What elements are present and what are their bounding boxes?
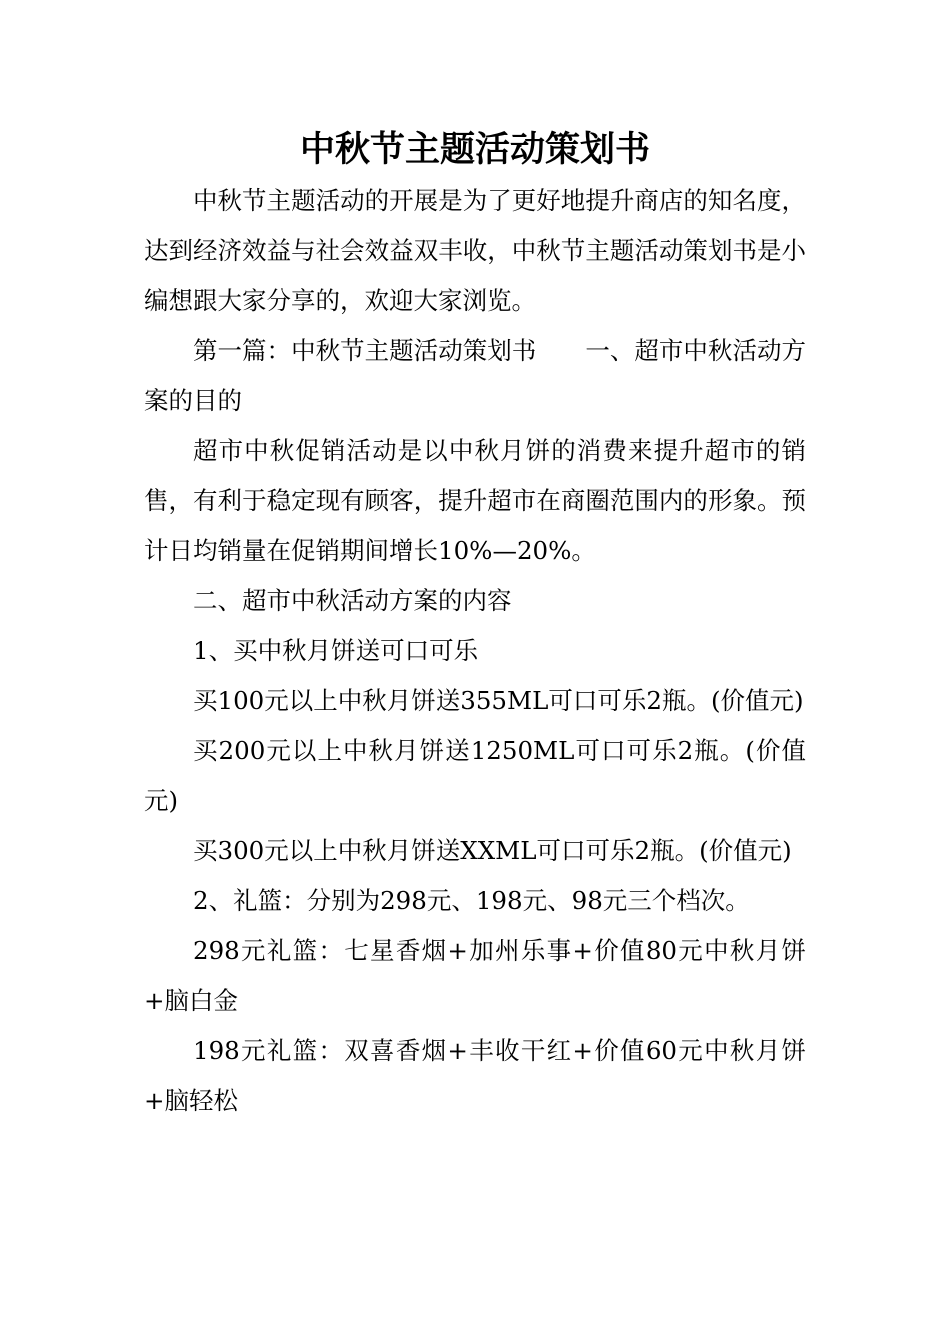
document-body [144, 176, 806, 1126]
paragraph-item-one-heading: 1、买中秋月饼送可口可乐 [193, 636, 479, 665]
document-title: 中秋节主题活动策划书 [299, 129, 650, 170]
paragraph-offer-300: 买300元以上中秋月饼送XXML可口可乐2瓶。(价值元) [193, 836, 792, 865]
paragraph-purpose: 超市中秋促销活动是以中秋月饼的消费来提升超市的销售，有利于稳定现有顾客，提升超市在商圈范围内的形象。预计日均销量在促销期间增长10%—20%。 [144, 436, 806, 565]
paragraph-offer-100: 买100元以上中秋月饼送355ML可口可乐2瓶。(价值元) [193, 686, 804, 715]
paragraph-basket-298: 298元礼篮：七星香烟+加州乐事+价值80元中秋月饼+脑白金 [144, 936, 806, 1015]
paragraph-section-two-heading: 二、超市中秋活动方案的内容 [193, 586, 512, 615]
paragraph-intro: 中秋节主题活动的开展是为了更好地提升商店的知名度，达到经济效益与社会效益双丰收，中秋节主题活动策划书是小编想跟大家分享的，欢迎大家浏览。 [144, 186, 806, 315]
paragraph-section-one-heading: 第一篇：中秋节主题活动策划书 一、超市中秋活动方案的目的 [144, 336, 806, 415]
paragraph-offer-200: 买200元以上中秋月饼送1250ML可口可乐2瓶。(价值元) [144, 736, 806, 815]
paragraph-gift-basket-heading: 2、礼篮：分别为298元、198元、98元三个档次。 [193, 886, 750, 915]
paragraph-basket-198: 198元礼篮：双喜香烟+丰收干红+价值60元中秋月饼+脑轻松 [144, 1036, 806, 1115]
